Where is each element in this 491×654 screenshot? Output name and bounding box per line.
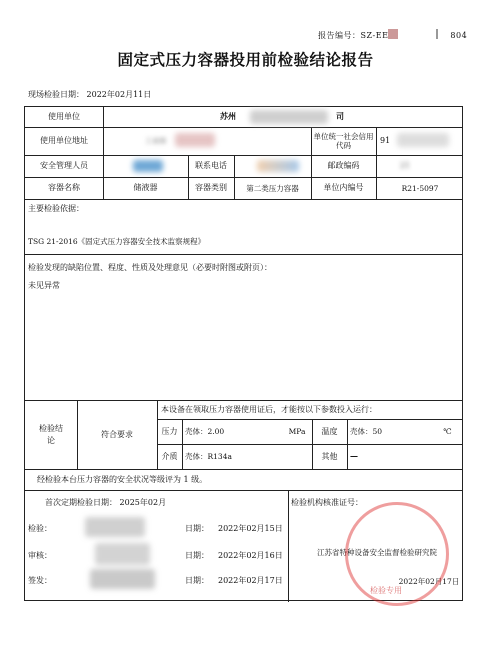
- basis-label: 主要检验依据：: [28, 204, 84, 214]
- report-number-label: 报告编号：SZ-EE: [318, 31, 389, 40]
- org-name: 江苏省特种设备安全监督检验研究院: [317, 547, 437, 557]
- conclusion-label: [25, 415, 77, 455]
- row-divider: [25, 199, 462, 200]
- inspector-date-label: 日期：: [185, 524, 209, 534]
- credit-code-label: 单位统一社会信用代码: [313, 132, 374, 150]
- unit-no-value: R21-5097: [401, 183, 439, 193]
- redacted-block: [250, 110, 328, 124]
- use-unit-label: 使用单位: [48, 112, 80, 122]
- temperature-label: 温度: [321, 426, 338, 436]
- params-note: 本设备在领取压力容器使用证后，才能按以下参数投入运行：: [161, 404, 377, 414]
- temperature-unit: ℃: [443, 427, 452, 436]
- col-divider: [347, 419, 348, 469]
- redacted-block: [175, 133, 215, 147]
- vessel-name-label: 容器名称: [48, 183, 80, 193]
- medium-label: 介质: [161, 451, 178, 461]
- row-divider: [25, 254, 462, 255]
- approver-date-label: 日期：: [185, 576, 209, 586]
- inspector-label: 检验：: [28, 524, 52, 534]
- postcode-value: 21: [399, 161, 411, 171]
- redacted-block: [257, 160, 299, 172]
- org-date: 2022年02月17日: [398, 576, 460, 586]
- redacted-block: [388, 29, 448, 39]
- vessel-name-value: 储液器: [133, 183, 158, 193]
- col-divider: [288, 490, 289, 602]
- next-inspection-date: 首次定期检验日期： 2025年02月: [45, 498, 167, 508]
- medium-value: 壳体：R134a: [185, 452, 232, 461]
- inspector-date: 2022年02月15日: [218, 524, 283, 534]
- temperature-value: 壳体：50: [350, 427, 383, 436]
- page-title: 固定式压力容器投用前检验结论报告: [117, 51, 374, 69]
- conclusion-value: 符合要求: [101, 429, 133, 439]
- other-label: 其他: [321, 451, 338, 461]
- conclusion-label-text: 检验结论: [39, 424, 63, 445]
- report-number: [318, 29, 467, 41]
- credit-code-value: 91: [380, 136, 391, 146]
- basis-value: TSG 21-2016《固定式压力容器安全技术监察规程》: [28, 236, 206, 246]
- reviewer-date: 2022年02月16日: [218, 551, 283, 561]
- approver-label: 签发：: [28, 576, 52, 586]
- defects-label: 检验发现的缺陷位置、程度、性质及处理意见（必要时附图或附页）：: [28, 263, 272, 273]
- inspector-signature: [85, 517, 145, 537]
- reviewer-label: 审核：: [28, 551, 52, 561]
- unit-no-label: 单位内编号: [323, 183, 364, 193]
- safety-manager-label: 安全管理人员: [40, 161, 88, 171]
- use-unit-address-value: 工业园: [145, 136, 166, 145]
- pressure-unit: MPa: [288, 427, 306, 436]
- pressure-label: 压力: [161, 426, 178, 436]
- redacted-block: [133, 160, 163, 172]
- reviewer-date-label: 日期：: [185, 551, 209, 561]
- use-unit-address-label: 使用单位地址: [40, 136, 88, 146]
- approver-signature: [90, 569, 155, 589]
- safety-grade: 经检验本台压力容器的安全状况等级评为 1 级。: [37, 474, 208, 484]
- pressure-value: 壳体：2.00: [185, 427, 225, 436]
- postcode-label: 邮政编码: [327, 161, 360, 171]
- use-unit-value-suffix: 司: [336, 111, 344, 122]
- row-divider: [25, 490, 462, 491]
- vessel-category-value: 第二类压力容器: [246, 183, 299, 193]
- seal-text: 检验专用: [370, 586, 402, 595]
- vessel-category-label: 容器类别: [195, 183, 227, 193]
- approver-date: 2022年02月17日: [218, 576, 283, 586]
- reviewer-signature: [95, 543, 150, 565]
- other-value: —: [350, 450, 358, 461]
- col-divider: [182, 419, 183, 469]
- report-number-suffix: 804: [450, 31, 468, 40]
- use-unit-value-prefix: 苏州: [220, 111, 236, 122]
- report-table: [24, 106, 463, 601]
- inspection-date: 现场检验日期： 2022年02月11日: [28, 90, 152, 99]
- redacted-block: [397, 133, 449, 147]
- org-cert-label: 检验机构核准证号：: [291, 498, 363, 508]
- defects-value: 未见异常: [28, 281, 60, 291]
- phone-label: 联系电话: [195, 161, 227, 171]
